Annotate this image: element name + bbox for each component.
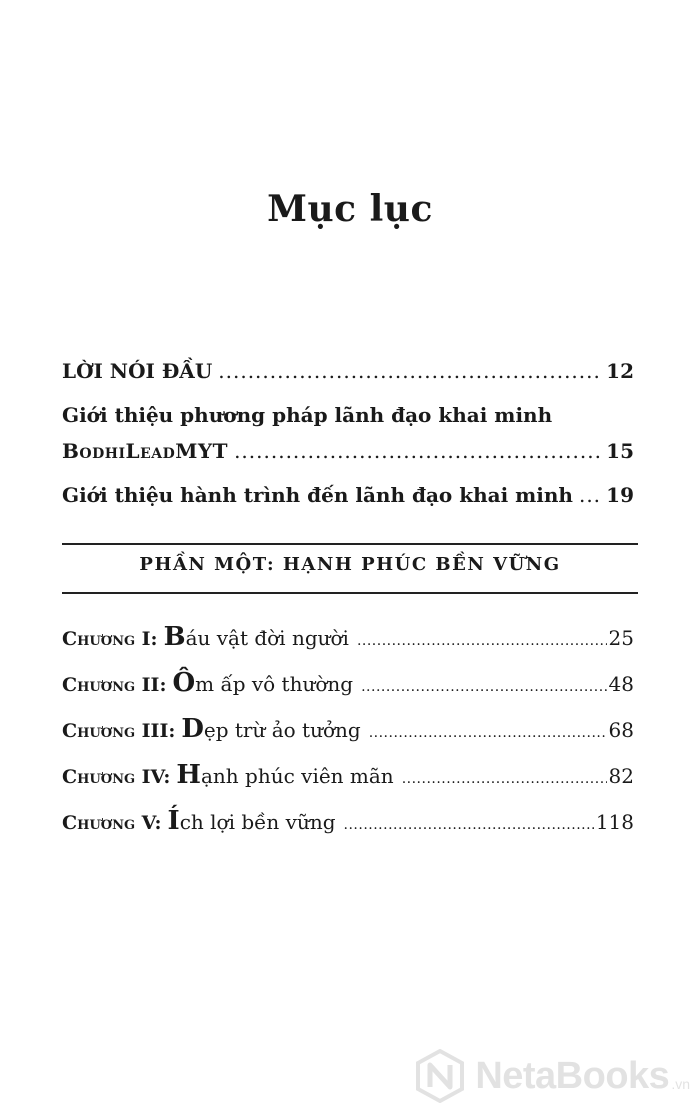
dot-leader (579, 482, 602, 508)
watermark-suffix: .vn (671, 1076, 690, 1092)
chapter-page-number: 82 (608, 764, 634, 788)
chapter-entry-5[interactable] (62, 806, 634, 852)
chapter-entry-2[interactable] (62, 668, 634, 714)
chapter-title: m ấp vô thường (195, 672, 354, 696)
toc-entry-label: LỜI NÓI ĐẦU (62, 359, 213, 383)
toc-entry-label: Giới thiệu phương pháp lãnh đạo khai minh (62, 403, 553, 427)
part-divider-top (62, 543, 638, 545)
toc-entry-label: BodhiLeadMYT (62, 439, 229, 463)
dot-leader (344, 817, 594, 833)
chapter-number: Chương II: (62, 674, 167, 696)
chapter-entry-3[interactable] (62, 714, 634, 760)
chapter-title: áu vật đời người (185, 626, 349, 650)
chapter-number: Chương IV: (62, 766, 171, 788)
page-title: Mục lục (267, 188, 433, 230)
chapter-title: ch lợi bền vững (179, 810, 336, 834)
dot-leader (218, 358, 602, 384)
dot-leader (357, 633, 607, 649)
toc-entry-method-line2[interactable] (62, 438, 634, 464)
chapter-page-number: 25 (608, 626, 634, 650)
toc-entry-method-line1[interactable] (62, 402, 634, 428)
chapter-entry-4[interactable] (62, 760, 634, 806)
chapter-page-number: 118 (595, 810, 634, 834)
dot-leader (402, 771, 607, 787)
netabooks-watermark (413, 1046, 690, 1106)
chapter-initial: H (176, 760, 201, 790)
toc-entry-label: Giới thiệu hành trình đến lãnh đạo khai minh (62, 483, 573, 507)
part-title: PHẦN MỘT: HẠNH PHÚC BỀN VỮNG (139, 554, 561, 575)
toc-entry-preface[interactable] (62, 358, 634, 384)
dot-leader (361, 679, 606, 695)
part-divider-bottom (62, 592, 638, 594)
chapter-title: ẹp trừ ảo tưởng (203, 718, 361, 742)
toc-page-number: 19 (606, 483, 634, 507)
toc-front-matter (62, 352, 634, 508)
chapter-initial: Í (167, 806, 180, 836)
dot-leader (234, 438, 602, 464)
chapter-list (62, 622, 634, 852)
chapter-title: ạnh phúc viên mãn (200, 764, 394, 788)
chapter-page-number: 68 (608, 718, 634, 742)
chapter-initial: Ô (172, 668, 196, 698)
chapter-initial: B (163, 622, 186, 652)
chapter-page-number: 48 (608, 672, 634, 696)
chapter-number: Chương V: (62, 812, 162, 834)
watermark-brand: NetaBooks (475, 1054, 670, 1097)
toc-page-number: 12 (606, 359, 634, 383)
netabooks-logo-icon (413, 1049, 467, 1103)
chapter-number: Chương I: (62, 628, 158, 650)
chapter-number: Chương III: (62, 720, 176, 742)
toc-entry-journey[interactable] (62, 482, 634, 508)
chapter-initial: D (181, 714, 204, 744)
toc-page-number: 15 (606, 439, 634, 463)
chapter-entry-1[interactable] (62, 622, 634, 668)
dot-leader (369, 725, 607, 741)
